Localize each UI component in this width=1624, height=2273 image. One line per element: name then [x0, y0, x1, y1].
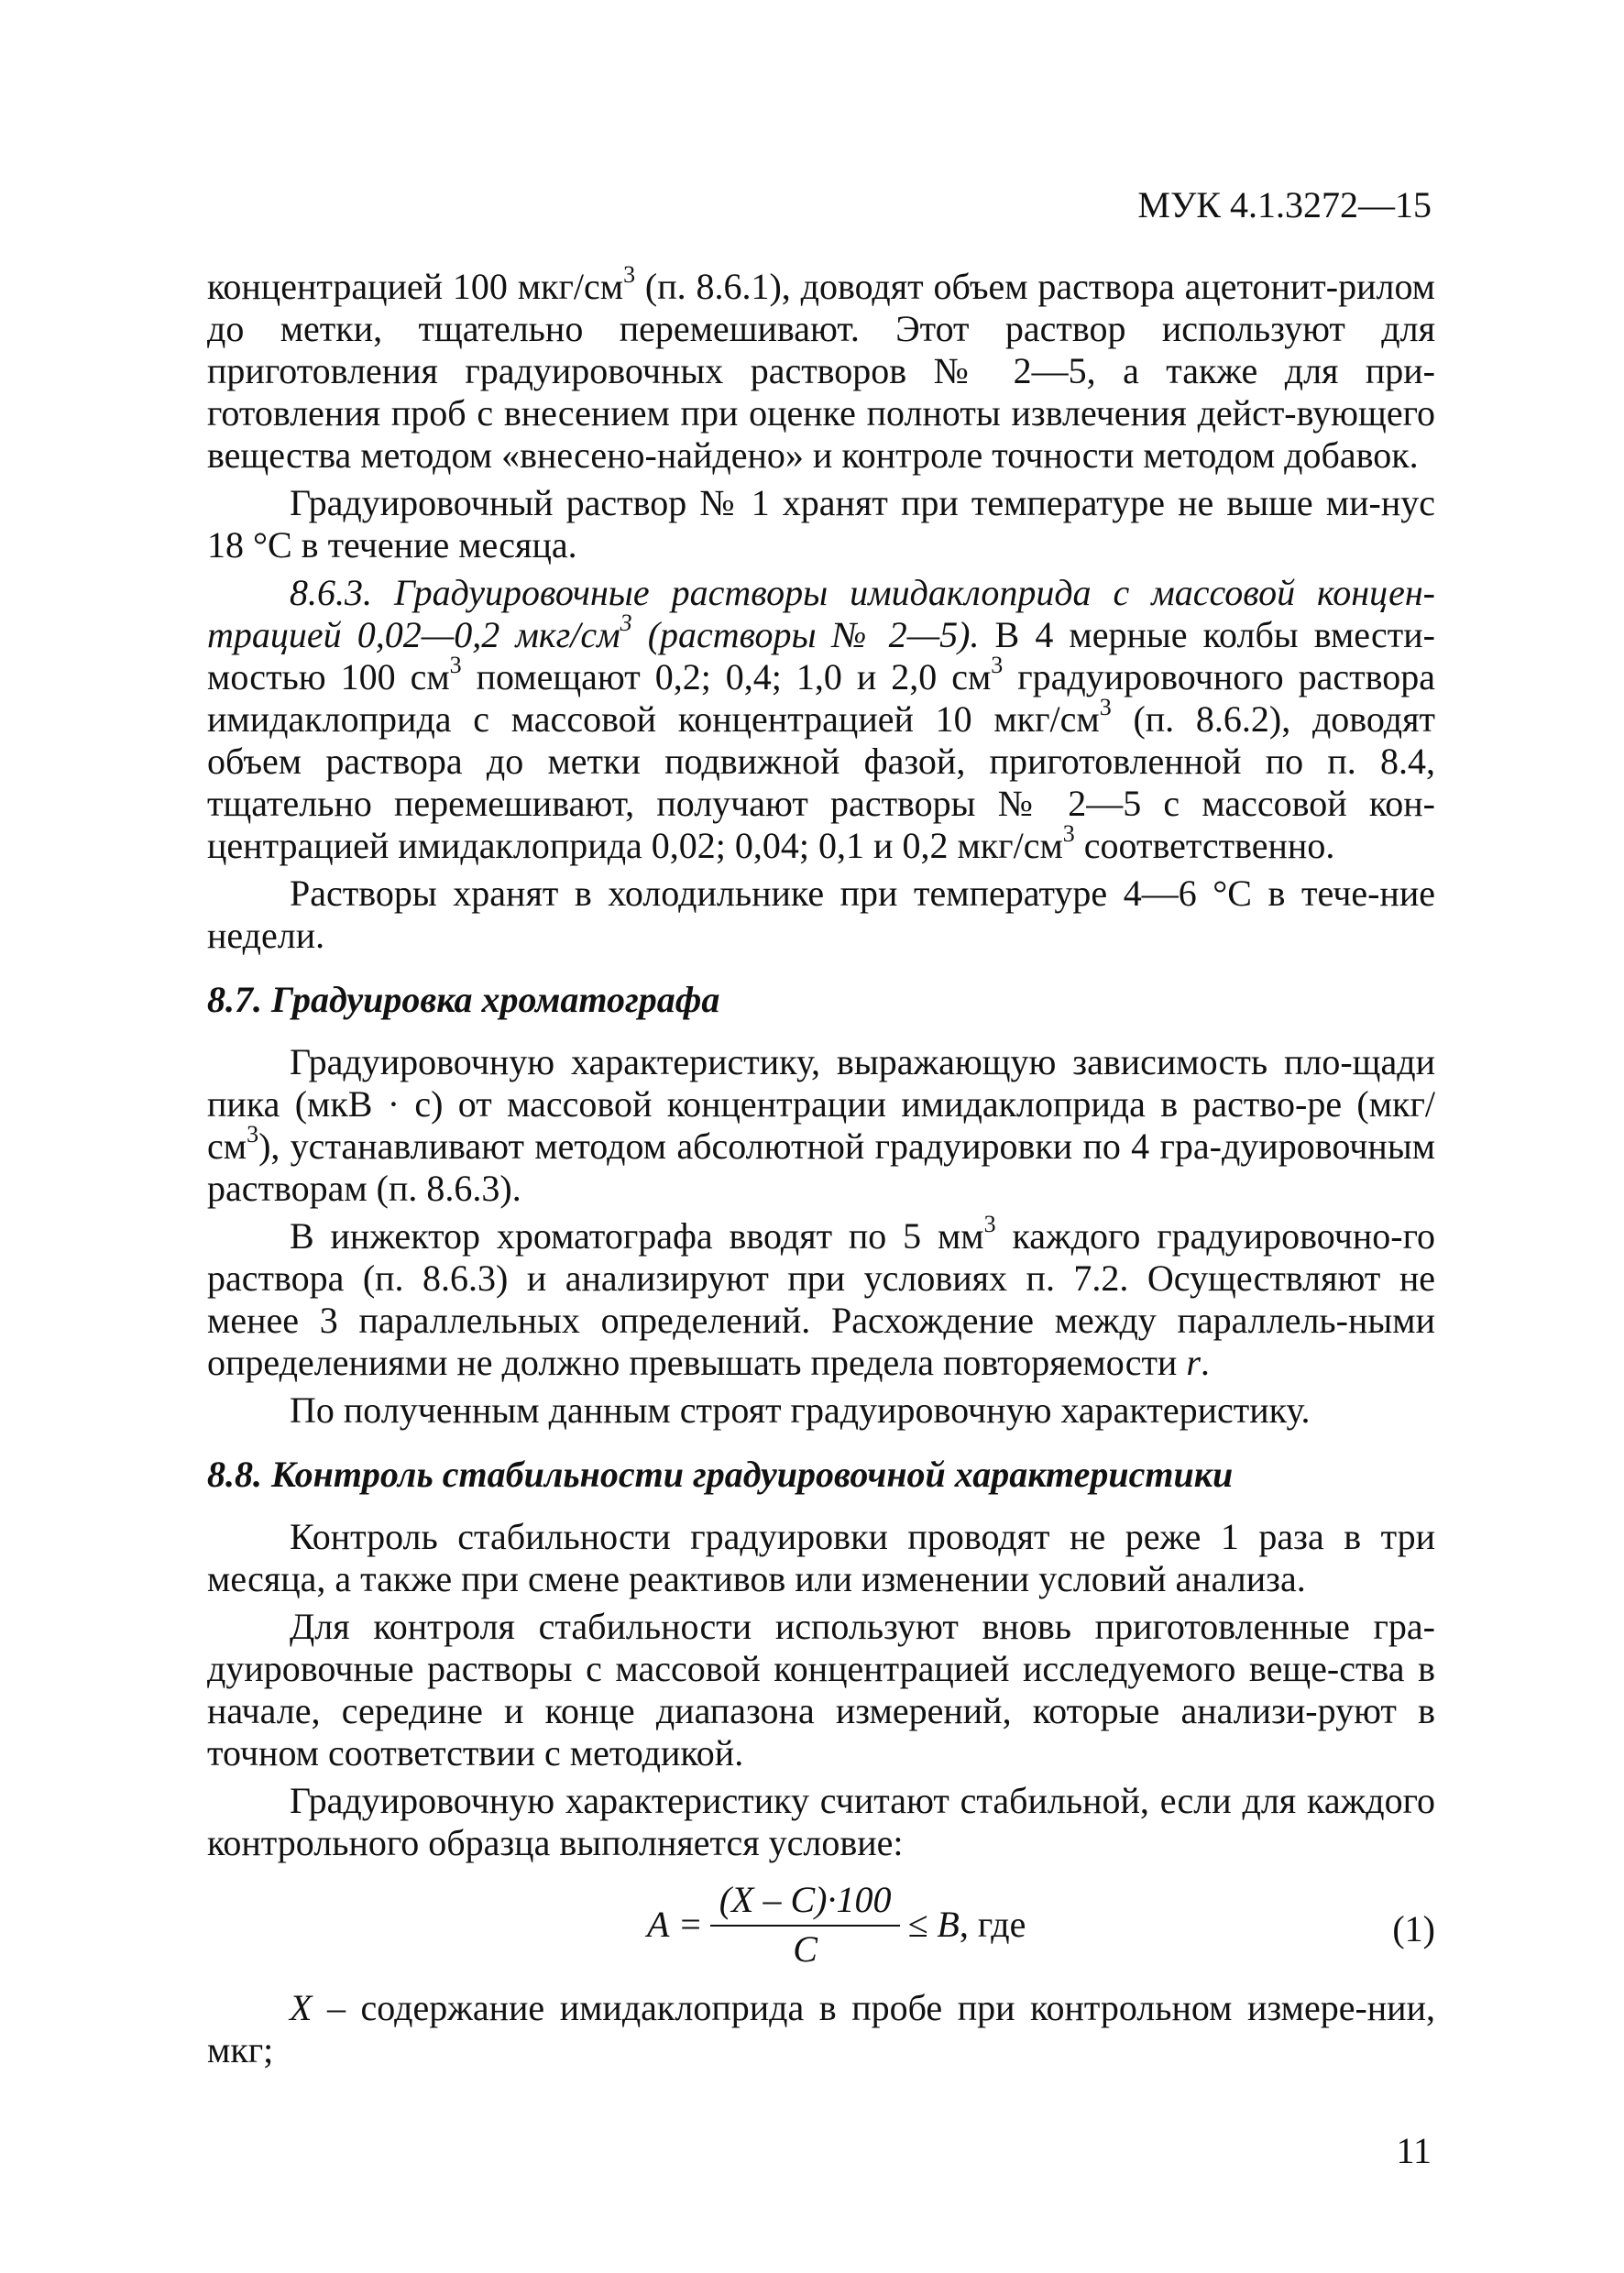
section-heading-8-7: 8.7. Градуировка хроматографа — [207, 979, 720, 1020]
text-fragment: Градуировочную характеристику, выражающую зависимость пло-щади пика (мкВ · с) от массовой концентрации имидаклоприда в раство-ре (мкг/см — [207, 1041, 1435, 1167]
formula-1 — [207, 1870, 1435, 1971]
formula-suffix: , где — [959, 1904, 1026, 1945]
paragraph-storage-2-5: Растворы хранят в холодильнике при температуре 4—6 °С в тече-ние недели. — [207, 873, 1435, 956]
paragraph-8-6-3 — [207, 572, 1435, 867]
formula-denominator: C — [793, 1928, 817, 1970]
formula-expression — [647, 1879, 1026, 1971]
formula-numerator: (X – C)·100 — [710, 1879, 901, 1927]
paragraph-variable-x — [207, 1987, 1435, 2071]
superscript-3: 3 — [1099, 693, 1112, 720]
superscript-3: 3 — [623, 260, 636, 288]
subsection-title-part: (растворы № 2—5). — [631, 614, 980, 655]
formula-lhs: A = — [647, 1904, 703, 1945]
superscript-3: 3 — [247, 1120, 259, 1147]
superscript-3: 3 — [983, 1210, 996, 1237]
text-fragment: соответственно. — [1074, 825, 1335, 866]
paragraph-calibration-curve — [207, 1041, 1435, 1210]
formula-number: (1) — [1392, 1908, 1435, 1949]
running-header: МУК 4.1.3272—15 — [1137, 184, 1432, 225]
paragraph-stability-solutions: Для контроля стабильности используют вновь приготовленные гра-дуировочные растворы с массовой концентрацией исследуемого веще-ства в начале, середине и конце диапазона измерений, которые анализи-руют в точном соответствии с методикой. — [207, 1606, 1435, 1773]
paragraph-stability-condition: Градуировочную характеристику считают стабильной, если для каждого контрольного образца выполняется условие: — [207, 1780, 1435, 1863]
page-number: 11 — [1396, 2130, 1432, 2171]
formula-fraction — [710, 1879, 901, 1971]
variable-x: X — [290, 1987, 313, 2028]
paragraph-injection — [207, 1210, 1436, 1384]
paragraph-storage-no1: Градуировочный раствор № 1 хранят при температуре не выше ми-нус 18 °С в течение месяца. — [207, 482, 1435, 566]
superscript-3: 3 — [991, 651, 1004, 678]
page-body — [207, 260, 1436, 2071]
superscript-3: 3 — [449, 651, 462, 678]
text-fragment: ), устанавливают методом абсолютной градуировки по 4 гра-дуировочным растворам (п. 8.6.3). — [207, 1126, 1435, 1209]
text-fragment: В 4 мерные колбы вмести-мостью 100 см — [207, 614, 1435, 697]
subsection-title-part: 8.6.3. Градуировочные растворы имидаклоприда с массовой концен-трацией 0,02—0,2 мкг/см — [207, 572, 1435, 655]
formula-rhs: ≤ B — [907, 1904, 960, 1945]
text-fragment: (п. 8.6.2), доводят объем раствора до метки подвижной фазой, приготовленной по п. 8.4, тщательно перемешивают, получают растворы № 2—5 с массовой кон-центрацией имидаклоприда 0,02; 0,04; 0,1 и 0,2 мкг/см — [207, 698, 1435, 866]
text-fragment: (п. 8.6.1), доводят объем раствора ацетонит-рилом до метки, тщательно перемешивают. Этот раствор используют для приготовления градуировочных растворов № 2—5, а также для при-готовления проб с внесением при оценке полноты извлечения дейст-вующего вещества методом «внесено-найдено» и контроле точности методом добавок. — [207, 266, 1435, 476]
text-fragment: каждого градуировочно-го раствора (п. 8.6.3) и анализируют при условиях п. 7.2. Осуществляют не менее 3 параллельных определений. Расхождение между параллель-ными определениями не должно превышать предела повторяемости — [207, 1215, 1436, 1383]
text-fragment: . — [1200, 1342, 1210, 1383]
text-fragment: помещают 0,2; 0,4; 1,0 и 2,0 см — [461, 656, 992, 697]
text-fragment: градуировочного раствора имидаклоприда с массовой концентрацией 10 мкг/см — [207, 656, 1435, 740]
superscript-3: 3 — [1062, 819, 1075, 847]
paragraph-stability-frequency: Контроль стабильности градуировки проводят не реже 1 раза в три месяца, а также при смене реактивов или изменении условий анализа. — [207, 1516, 1435, 1599]
text-fragment: – содержание имидаклоприда в пробе при контрольном измере-нии, мкг; — [207, 1987, 1435, 2070]
variable-r: r — [1186, 1342, 1201, 1383]
superscript-3: 3 — [620, 609, 632, 636]
paragraph-stock-solution-prep — [207, 260, 1435, 477]
paragraph-build-curve: По полученным данным строят градуировочную характеристику. — [290, 1389, 1311, 1431]
text-fragment: концентрацией 100 мкг/см — [207, 266, 624, 307]
text-fragment: В инжектор хроматографа вводят по 5 мм — [290, 1215, 984, 1257]
section-heading-8-8: 8.8. Контроль стабильности градуировочной характеристики — [207, 1454, 1234, 1495]
